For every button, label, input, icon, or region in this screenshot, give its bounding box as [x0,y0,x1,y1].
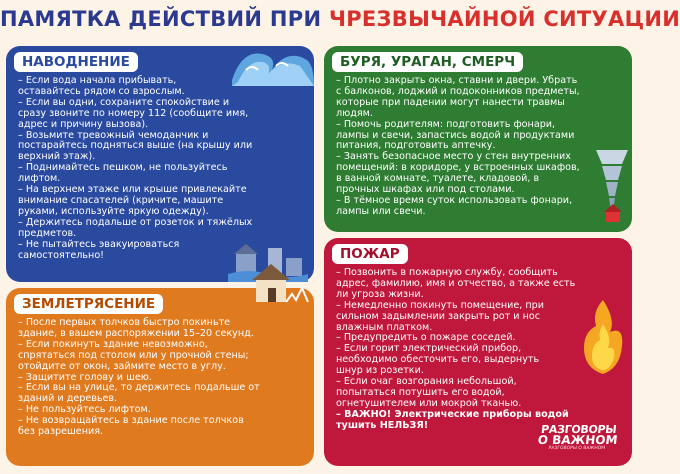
title-part-2: ЧРЕЗВЫЧАЙНОЙ СИТУАЦИИ [328,7,680,31]
wave-icon [232,40,314,86]
quake-title-label: ЗЕМЛЕТРЯСЕНИЕ [14,294,163,314]
flood-body: – Если вода начала прибывать, оставайтесь рядом со взрослым. – Если вы одни, сохраните спокойствие и сразу звоните по номеру 112 (сообщите имя, адрес и причину вызова). – Возьмите тревожный чемоданчик и постарайтесь подняться выше (на крышу или верхний этаж). – Поднимайтесь пешком, не пользуйтесь лифтом. – На верхнем этаже или крыше привлекайте внимание спасателей (кричите, машите руками, используйте яркую одежду). – Держитесь подальше от розеток и тяжёлых предметов. – Не пытайтесь эвакуироваться самостоятельно! [18,75,253,261]
storm-title-label: БУРЯ, УРАГАН, СМЕРЧ [332,52,523,72]
logo-line-1: РАЗГОВОРЫ [540,423,618,436]
logo-line-3: РАЗГОВОРЫ О ВАЖНОМ [548,446,606,451]
storm-panel [324,46,632,232]
quake-body: – После первых толчков быстро покиньте здание, в вашем распоряжении 15–20 секунд. – Если покинуть здание невозможно, спрятаться под столом или у прочной стены; отойдите от окон, займите место в углу. – Защитите голову и шею. – Если вы на улице, то держитесь подальше от зданий и деревьев. – Не пользуйтесь лифтом. – Не возвращайтесь в здание после толчков без разрешения. [18,317,260,438]
flood-panel [6,46,314,282]
fire-title [336,244,622,264]
storm-title [336,52,622,72]
quake-panel [6,288,314,466]
page-title [0,6,680,32]
fire-title-label: ПОЖАР [332,244,408,264]
house-quake-icon [246,258,310,308]
fire-warning: – ВАЖНО! Электрические приборы водой тушить НЕЛЬЗЯ! [336,408,569,431]
logo-line-2: О ВАЖНОМ [537,433,619,447]
title-part-1: ПАМЯТКА ДЕЙСТВИЙ ПРИ [0,7,329,31]
tornado-icon [592,146,632,226]
fire-body: – Позвонить в пожарную службу, сообщить адрес, фамилию, имя и отчество, а также есть ли угроза жизни. – Немедленно покинуть помещение, при сильном задымлении закрыть рот и нос влажным платком. – Предупредить о пожаре соседей. – Если горит электрический прибор, необходимо обесточить его, выдернуть шнур из розетки. – Если очаг возгорания небольшой, попытаться потушить его водой, огнетушителем или мокрой тканью. [336,267,576,409]
storm-body: – Плотно закрыть окна, ставни и двери. Убрать с балконов, лоджий и подоконников предметы, которые при падении могут нанести травмы людям. – Помочь родителям: подготовить фонари, лампы и свечи, запастись водой и продуктами питания, подготовить аптечку. – Занять безопасное место у стен внутренних помещений: в коридоре, у встроенных шкафов, в ванной комнате, туалете, кладовой, в прочных шкафах или под столами. – В тёмное время суток использовать фонари, лампы или свечи. [336,75,580,217]
flood-title-label: НАВОДНЕНИЕ [14,52,138,72]
flame-icon [576,298,630,378]
logo [537,424,620,452]
fire-panel [324,238,632,466]
